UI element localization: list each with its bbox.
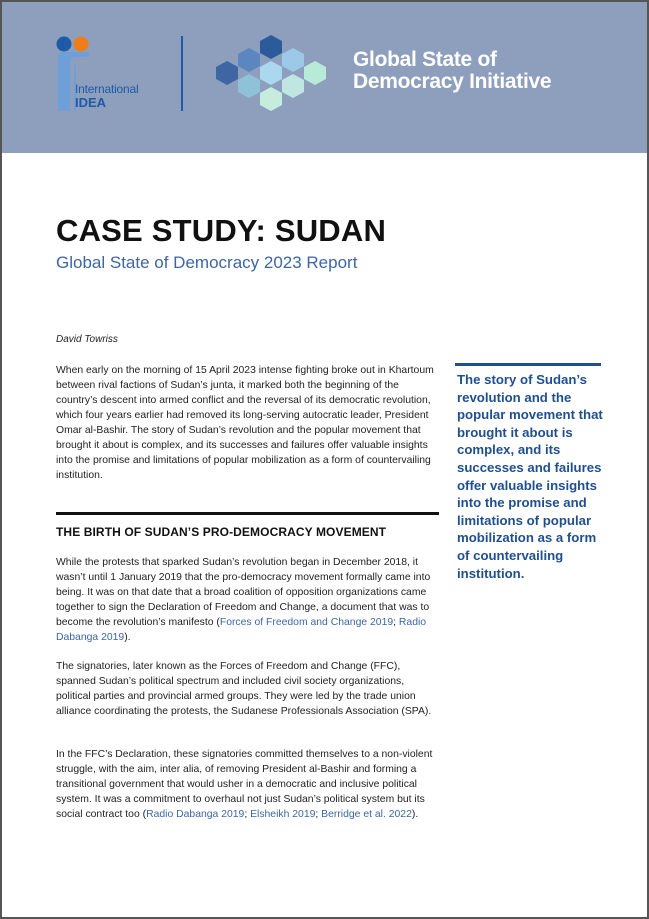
pullquote: The story of Sudan’s revolution and the popular movement that brought it about is complex, and its successes and failures offer valuable insights into the promise and limitations of popular mobilization as a form of countervailing institution. xyxy=(457,372,603,581)
document-title: CASE STUDY: SUDAN xyxy=(56,213,387,248)
org-logo-line1: International xyxy=(75,82,139,96)
citation-link[interactable]: Radio Dabanga 2019 xyxy=(56,617,427,643)
section-heading: THE BIRTH OF SUDAN’S PRO-DEMOCRACY MOVEMENT xyxy=(56,525,387,539)
paragraph-2-end: ). xyxy=(124,632,131,643)
initiative-title-line2: Democracy Initiative xyxy=(353,70,552,93)
paragraph-4-text: In the FFC’s Declaration, these signatories committed themselves to a non-violent struggle, with the aim, inter alia, of removing President al-Bashir and forming a transitional government that would usher in a democratic and inclusive political system. It was a commitment to overhaul not just Sudan’s political system but its social contract too ( xyxy=(56,749,433,820)
citation-separator: ; xyxy=(315,809,322,820)
citation-link[interactable]: Elsheikh 2019 xyxy=(250,809,316,820)
org-logo-line2: IDEA xyxy=(75,95,107,110)
initiative-title xyxy=(353,49,613,93)
citation-link[interactable]: Radio Dabanga 2019 xyxy=(146,809,245,820)
header-divider xyxy=(181,36,183,111)
citation-separator: ; xyxy=(244,809,251,820)
paragraph-4-end: ). xyxy=(411,809,419,820)
document-subtitle: Global State of Democracy 2023 Report xyxy=(56,253,358,272)
initiative-title-line1: Global State of xyxy=(353,48,497,71)
paragraph-4 xyxy=(56,747,440,822)
intro-paragraph: When early on the morning of 15 April 2023 intense fighting broke out in Khartoum between rival factions of Sudan’s junta, it marked both the beginning of the country’s descent into armed conflict and the reversal of its democratic revolution, which four years earlier had removed its long-serving autocratic leader, President Omar al-Bashir. The story of Sudan’s revolution and the popular movement that brought it about is complex, and its successes and failures offer valuable insights into the promise and limitations of popular mobilization as a form of countervailing institution. xyxy=(56,365,434,481)
citation-link[interactable]: Berridge et al. 2022 xyxy=(321,809,412,820)
paragraph-2 xyxy=(56,555,440,645)
citation-link[interactable]: Forces of Freedom and Change 2019 xyxy=(219,617,394,628)
gsod-hexagon-logo xyxy=(213,33,337,113)
pullquote-rule xyxy=(455,363,601,366)
header-banner xyxy=(2,2,647,153)
paragraph-3: The signatories, later known as the Forces of Freedom and Change (FFC), spanned Sudan’s political spectrum and included civil society organizations, political parties and provincial armed groups. They were led by the trade union alliance coordinating the protests, the Sudanese Professionals Association (SPA). xyxy=(56,661,432,717)
citation-separator: ; xyxy=(393,617,399,628)
section-rule xyxy=(56,512,439,515)
paragraph-2-text: While the protests that sparked Sudan’s revolution began in December 2018, it wasn’t until 1 January 2019 that the pro-democracy movement formally came into being. It was on that date that a broad coalition of opposition organizations came together to sign the Declaration of Freedom and Change, a document that was to become the revolution’s manifesto ( xyxy=(56,557,431,628)
author-name: David Towriss xyxy=(56,334,118,345)
